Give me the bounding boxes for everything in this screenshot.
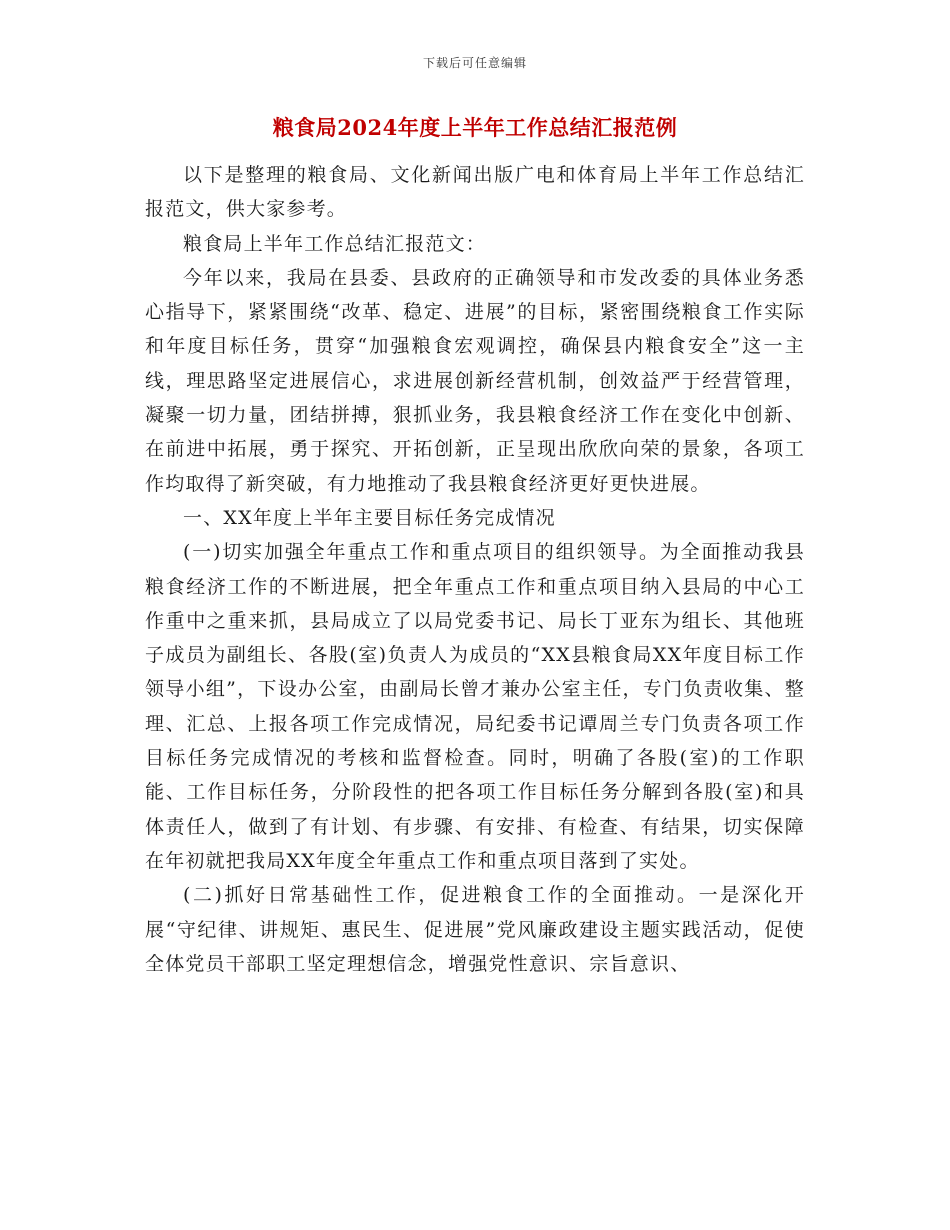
document-title: 粮食局2024年度上半年工作总结汇报范例 <box>272 115 678 140</box>
paragraph-intro: 以下是整理的粮食局、文化新闻出版广电和体育局上半年工作总结汇报范文，供大家参考。 <box>145 164 805 221</box>
paragraph-item-1: (一)切实加强全年重点工作和重点项目的组织领导。为全面推动我县粮食经济工作的不断进展，把全年重点工作和重点项目纳入县局的中心工作重中之重来抓，县局成立了以局党委书记、局长丁亚东为组长、其他班子成员为副组长、各股(室)负责人为成员的“XX县粮食局XX年度目标工作领导小组”，下设办公室，由副局长曾才兼办公室主任，专门负责收集、整理、汇总、上报各项工作完成情况，局纪委书记谭周兰专门负责各项工作目标任务完成情况的考核和监督检查。同时，明确了各股(室)的工作职能、工作目标任务，分阶段性的把各项工作目标任务分解到各股(室)和具体责任人，做到了有计划、有步骤、有安排、有检查、有结果，切实保障在年初就把我局XX年度全年重点工作和重点项目落到了实处。 <box>145 541 805 872</box>
header-note: 下载后可任意编辑 <box>422 56 527 70</box>
document-body <box>145 158 805 981</box>
section-heading-1: 一、XX年度上半年主要目标任务完成情况 <box>183 506 556 529</box>
paragraph-overview: 今年以来，我局在县委、县政府的正确领导和市发改委的具体业务悉心指导下，紧紧围绕“改革、稳定、进展”的目标，紧密围绕粮食工作实际和年度目标任务，贯穿“加强粮食宏观调控，确保县内粮食安全”这一主线，理思路坚定进展信心，求进展创新经营机制，创效益严于经营管理，凝聚一切力量，团结拼搏，狠抓业务，我县粮食经济工作在变化中创新、在前进中拓展，勇于探究、开拓创新，正呈现出欣欣向荣的景象，各项工作均取得了新突破，有力地推动了我县粮食经济更好更快进展。 <box>145 266 805 495</box>
paragraph-item-2: (二)抓好日常基础性工作，促进粮食工作的全面推动。一是深化开展“守纪律、讲规矩、惠民生、促进展”党风廉政建设主题实践活动，促使全体党员干部职工坚定理想信念，增强党性意识、宗旨意识、 <box>145 884 805 975</box>
paragraph-subtitle: 粮食局上半年工作总结汇报范文： <box>183 232 487 255</box>
